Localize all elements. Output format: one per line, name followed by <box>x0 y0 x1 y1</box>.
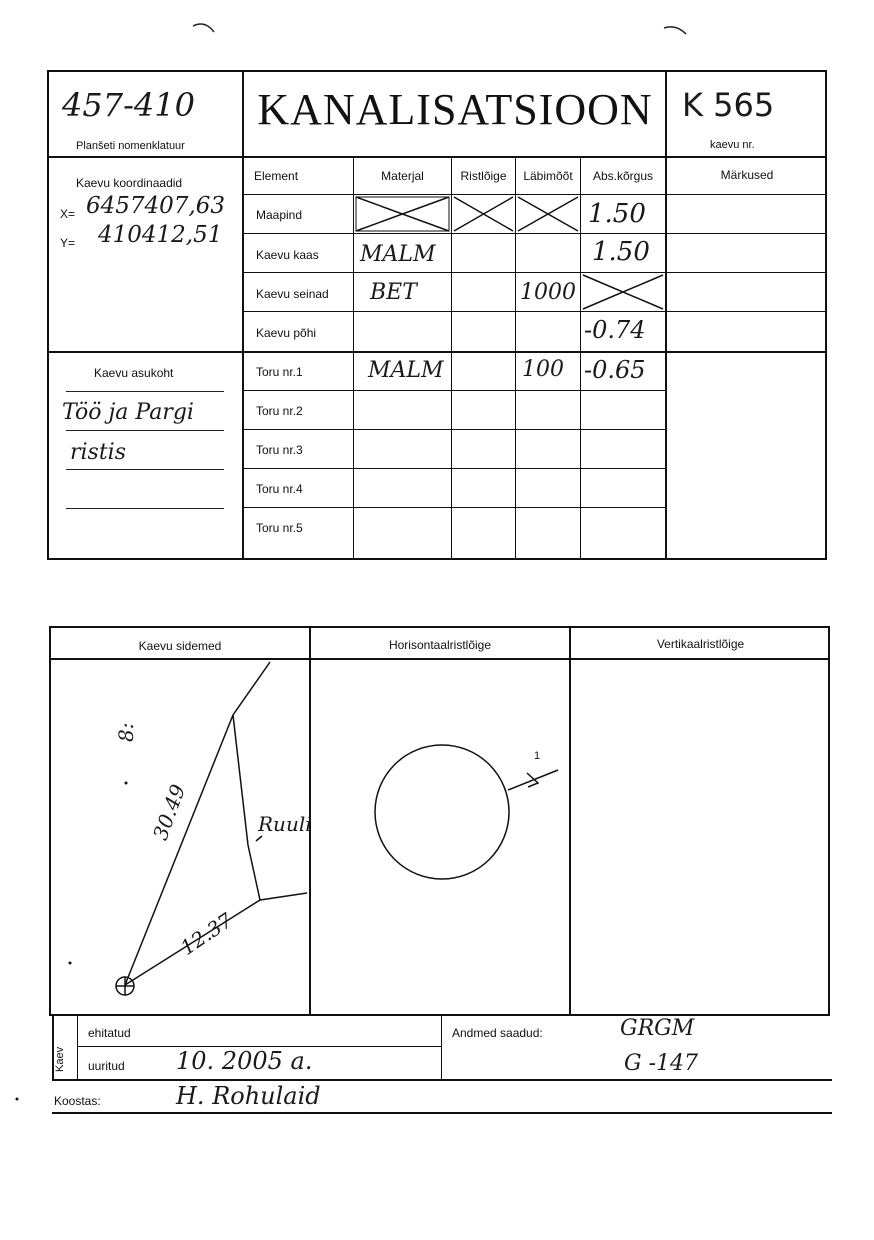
col-header-ristloige: Ristlõige <box>460 169 507 183</box>
scan-dot <box>0 1090 30 1110</box>
location-line2: ristis <box>70 440 127 465</box>
row-element: Toru nr.2 <box>256 404 303 418</box>
row-element: Toru nr.3 <box>256 443 303 457</box>
cell-labimoot: 1000 <box>520 280 576 305</box>
row-element: Toru nr.1 <box>256 365 303 379</box>
uuritud-value: 10. 2005 a. <box>176 1047 313 1075</box>
coord-x-value: 6457407,63 <box>86 193 226 219</box>
sheet-id-value: 457-410 <box>62 86 195 124</box>
row-element: Toru nr.4 <box>256 482 303 496</box>
pipe-number-label: 1 <box>534 750 541 762</box>
col-header-element: Element <box>254 169 299 183</box>
andmed-label: Andmed saadud: <box>452 1026 543 1040</box>
coords-header: Kaevu koordinaadid <box>76 176 183 190</box>
koostas-label: Koostas: <box>54 1094 101 1108</box>
andmed-value-2: G -147 <box>624 1051 698 1076</box>
sheet-id-label: Planšeti nomenklatuur <box>76 140 185 152</box>
sketch-dim-2: 12.37 <box>176 907 237 960</box>
cell-materjal: BET <box>370 280 417 305</box>
cell-materjal: MALM <box>368 358 444 383</box>
coord-y-value: 410412,51 <box>98 222 223 248</box>
cell-labimoot: 100 <box>522 357 564 382</box>
cell-abs: 1.50 <box>592 237 650 267</box>
ehitatud-label: ehitatud <box>88 1026 131 1040</box>
col-header-markused: Märkused <box>720 168 774 182</box>
andmed-value-1: GRGM <box>620 1016 695 1041</box>
sketch-dim-1: 30.49 <box>148 781 191 844</box>
coord-y-label: Y= <box>60 236 76 250</box>
page-title: KANALISATSIOON <box>257 85 653 134</box>
cell-abs: -0.74 <box>584 316 646 344</box>
cell-abs: 1.50 <box>588 199 646 229</box>
col-header-materjal: Materjal <box>381 169 424 183</box>
row-element: Kaevu kaas <box>256 248 319 262</box>
section-ties-header: Kaevu sidemed <box>138 639 222 653</box>
col-header-labimoot: Läbimõõt <box>523 169 573 183</box>
location-header: Kaevu asukoht <box>94 366 174 380</box>
well-no-value: K 565 <box>682 86 775 124</box>
row-element: Kaevu seinad <box>256 287 329 301</box>
location-line1: Töö ja Pargi <box>62 400 194 425</box>
coord-x-label: X= <box>60 207 76 221</box>
sketch-label-right: Ruuli <box>258 812 312 836</box>
koostas-value: H. Rohulaid <box>176 1082 321 1110</box>
uuritud-label: uuritud <box>88 1059 125 1073</box>
cell-abs: -0.65 <box>584 356 646 384</box>
section-vertical-header: Vertikaalristlõige <box>656 637 745 651</box>
row-element: Toru nr.5 <box>256 521 303 535</box>
well-no-label: kaevu nr. <box>710 139 755 151</box>
sketch-label-left: 8: <box>114 722 138 742</box>
row-element: Kaevu põhi <box>256 326 317 340</box>
kaev-label: Kaev <box>54 1046 66 1072</box>
row-element: Maapind <box>256 208 303 222</box>
col-header-abs-korgus: Abs.kõrgus <box>592 169 654 183</box>
cell-materjal: MALM <box>360 242 436 267</box>
section-horizontal-header: Horisontaalristlõige <box>388 638 492 652</box>
